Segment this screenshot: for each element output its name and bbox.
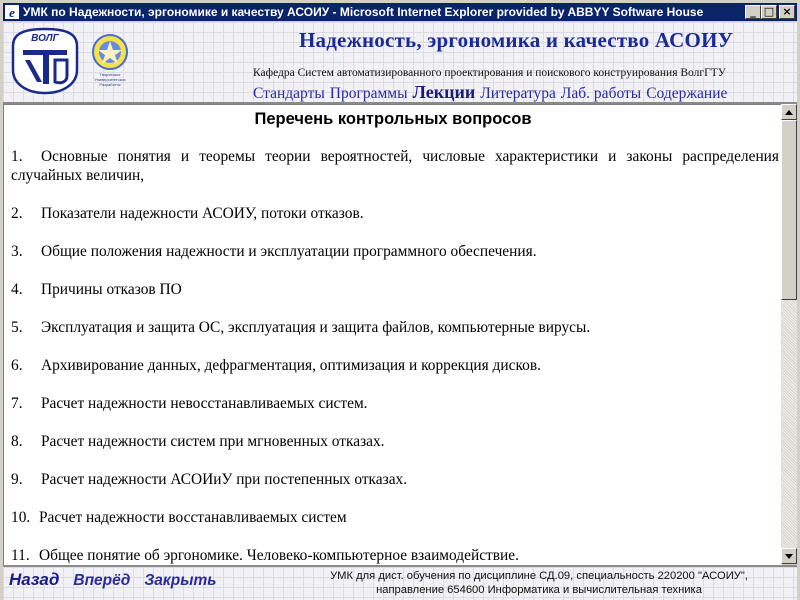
arrow-up-icon	[785, 110, 793, 115]
department-line: Кафедра Систем автоматизированного проектирования и поискового конструирования ВолгГТУ	[253, 67, 726, 79]
content-frame	[3, 104, 782, 565]
list-item: 1. Основные понятия и теоремы теории вероятностей, числовые характеристики и законы распределения случайных величин,	[11, 148, 779, 184]
maximize-button[interactable]: □	[761, 5, 777, 19]
nav-standards[interactable]: Стандарты	[253, 85, 325, 102]
list-item: 9. Расчет надежности АСОИиУ при постепенных отказах.	[11, 471, 408, 488]
scroll-thumb[interactable]	[781, 120, 797, 300]
ie-icon[interactable]: e	[5, 5, 19, 19]
arrow-down-icon	[785, 554, 793, 559]
list-item: 3. Общие положения надежности и эксплуатации программного обеспечения.	[11, 243, 537, 260]
scroll-down-button[interactable]	[781, 548, 797, 564]
forward-link[interactable]: Вперёд	[73, 572, 131, 589]
footer-nav	[9, 570, 216, 590]
window-controls	[745, 5, 795, 19]
title-bar[interactable]	[3, 3, 797, 21]
scroll-up-button[interactable]	[781, 104, 797, 120]
nav-literature[interactable]: Литература	[480, 85, 556, 102]
footer-info-line1: УМК для дист. обучения по дисциплине СД.09, специальность 220200 "АСОИУ",	[330, 570, 748, 582]
list-item: 11. Общее понятие об эргономике. Человеко-компьютерное взаимодействие.	[11, 547, 519, 564]
close-button[interactable]: ×	[779, 5, 795, 19]
nav-lectures[interactable]: Лекции	[412, 82, 476, 102]
list-item: 2. Показатели надежности АСОИУ, потоки отказов.	[11, 205, 364, 222]
close-link[interactable]: Закрыть	[144, 572, 217, 589]
minimize-button[interactable]: _	[745, 5, 761, 19]
nav-labs[interactable]: Лаб. работы	[560, 85, 642, 102]
nav-programs[interactable]: Программы	[329, 85, 408, 102]
footer-info	[303, 569, 775, 597]
logo-text: ВОЛГ	[31, 33, 59, 44]
nav-contents[interactable]: Содержание	[646, 85, 728, 102]
list-item: 7. Расчет надежности невосстанавливаемых систем.	[11, 395, 368, 412]
top-nav	[253, 82, 732, 103]
volgtu-logo	[9, 26, 81, 96]
list-item: 4. Причины отказов ПО	[11, 281, 182, 298]
list-item: 5. Эксплуатация и защита ОС, эксплуатация и защита файлов, компьютерные вирусы.	[11, 319, 591, 336]
header-frame	[3, 22, 797, 104]
window-title: УМК по Надежности, эргономике и качеству АСОИУ - Microsoft Internet Explorer provided by ABBYY Software House	[23, 5, 704, 19]
list-item: 8. Расчет надежности систем при мгновенных отказах.	[11, 433, 385, 450]
list-item: 6. Архивирование данных, дефрагментация, оптимизация и коррекция дисков.	[11, 357, 541, 374]
emblem-caption: Творческих Университетских Разработок	[94, 72, 126, 87]
site-title: Надежность, эргономика и качество АСОИУ	[299, 28, 734, 52]
back-link[interactable]: Назад	[9, 570, 60, 589]
page-title: Перечень контрольных вопросов	[254, 110, 532, 128]
vertical-scrollbar[interactable]	[781, 104, 797, 564]
emblem-logo	[85, 32, 135, 94]
list-item: 10. Расчет надежности восстанавливаемых систем	[11, 509, 347, 526]
footer-frame	[3, 565, 797, 600]
emblem-icon	[85, 32, 135, 72]
footer-info-line2: направление 654600 Информатика и вычислительная техника	[376, 584, 702, 596]
question-list	[11, 147, 779, 565]
